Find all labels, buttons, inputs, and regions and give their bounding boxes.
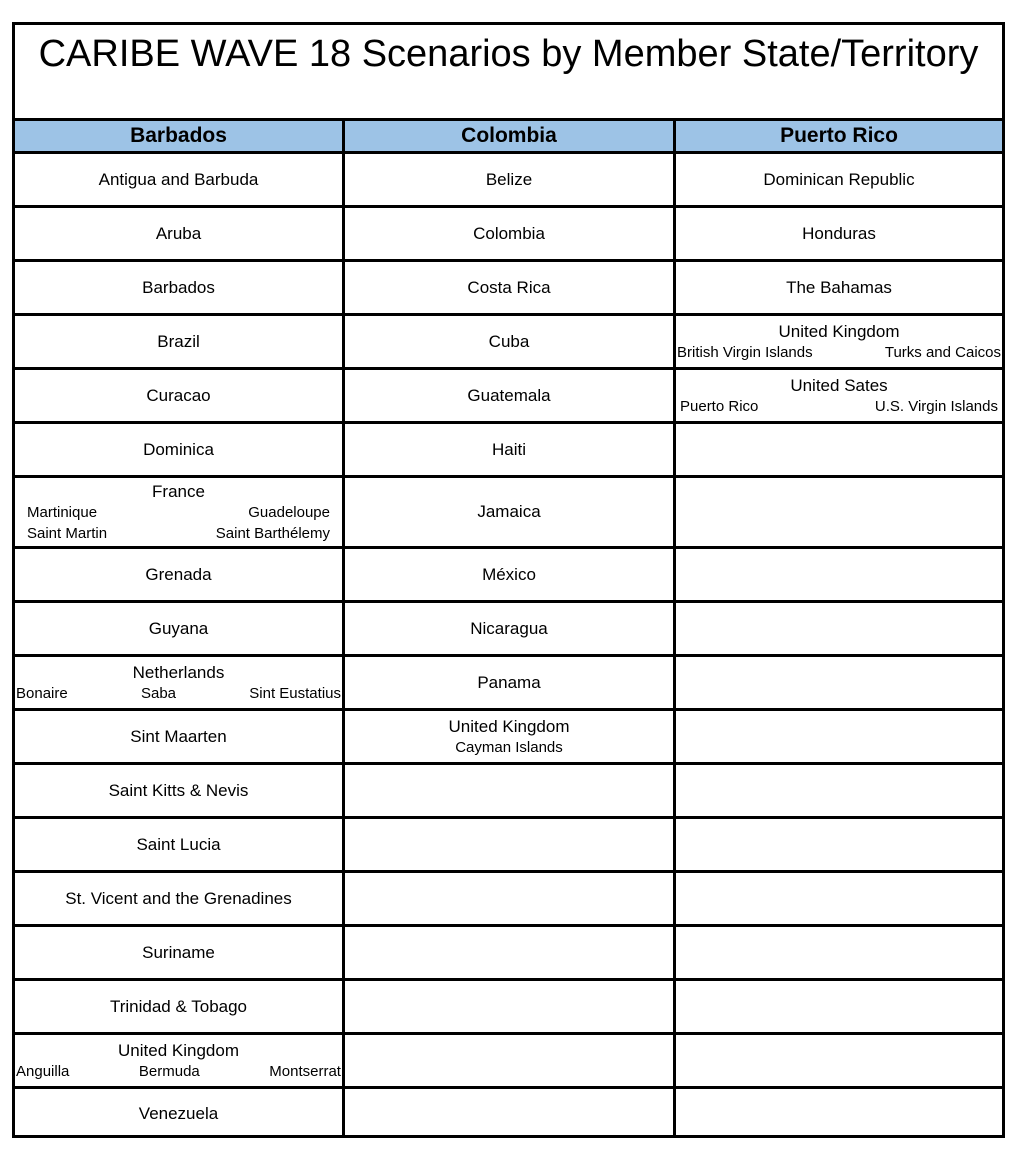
cell-empty [345, 981, 676, 1032]
territory-label: British Virgin Islands [677, 343, 813, 361]
territory-label: Bonaire [16, 684, 68, 702]
cell-empty [676, 1035, 1002, 1086]
table-row [15, 154, 1002, 208]
table-row [15, 873, 1002, 927]
cell-main-label: United Kingdom [778, 321, 900, 341]
cell-sub-labels [680, 396, 998, 417]
cell-empty [345, 765, 676, 816]
cell-empty [676, 981, 1002, 1032]
cell-colombia: Jamaica [345, 478, 676, 546]
cell-sub-labels [345, 737, 673, 758]
cell-france [15, 478, 345, 546]
cell-empty [345, 1035, 676, 1086]
cell-colombia: Colombia [345, 208, 676, 259]
cell-puerto-rico: Honduras [802, 223, 876, 243]
cell-empty [676, 603, 1002, 654]
cell-barbados: Suriname [15, 927, 345, 978]
territory-label: Saint Barthélemy [215, 524, 330, 542]
territory-label: Guadeloupe [248, 503, 330, 521]
table-row [15, 819, 1002, 873]
cell-empty [345, 873, 676, 924]
cell-empty [676, 1089, 1002, 1138]
cell-empty [676, 819, 1002, 870]
cell-sub-labels [16, 683, 341, 704]
table-row [15, 927, 1002, 981]
cell-main-label: United Kingdom [448, 716, 570, 736]
table-row [15, 316, 1002, 370]
territory-label: Saint Martin [27, 524, 108, 542]
cell-sub-labels [16, 1061, 341, 1082]
table-row [15, 1035, 1002, 1089]
cell-main-label: United Sates [790, 375, 888, 395]
cell-barbados: Guyana [15, 603, 345, 654]
cell-sub-labels [27, 523, 330, 544]
cell-united-states [676, 370, 1002, 421]
cell-empty [345, 1089, 676, 1138]
table-row [15, 711, 1002, 765]
cell-barbados: Grenada [15, 549, 345, 600]
header-barbados: Barbados [15, 121, 345, 151]
table-row [15, 424, 1002, 478]
cell-barbados: Venezuela [15, 1089, 345, 1138]
territory-label: Puerto Rico [680, 397, 759, 415]
table-row [15, 603, 1002, 657]
cell-main-label: France [152, 481, 205, 501]
cell-barbados: Curacao [15, 370, 345, 421]
cell-barbados: Trinidad & Tobago [15, 981, 345, 1032]
table-row [15, 208, 1002, 262]
cell-colombia: Belize [345, 154, 676, 205]
table-grid [15, 121, 1002, 1135]
cell-colombia: Haiti [345, 424, 676, 475]
cell-main-label: United Kingdom [118, 1040, 239, 1060]
cell-empty [676, 424, 1002, 475]
cell-united-kingdom-pr [676, 316, 1002, 367]
cell-barbados: Sint Maarten [15, 711, 345, 762]
cell-colombia: Nicaragua [345, 603, 676, 654]
cell-barbados: Saint Lucia [15, 819, 345, 870]
cell-sub-labels [27, 502, 330, 523]
header-row [15, 121, 1002, 154]
cell-empty [676, 927, 1002, 978]
cell-united-kingdom-co [345, 711, 676, 762]
territory-label: U.S. Virgin Islands [874, 397, 998, 415]
cell-barbados: St. Vicent and the Grenadines [15, 873, 345, 924]
territory-label: Saba [140, 684, 177, 702]
cell-barbados: Brazil [15, 316, 345, 367]
cell-empty [676, 765, 1002, 816]
territory-label: Anguilla [16, 1062, 70, 1080]
cell-colombia: Guatemala [345, 370, 676, 421]
cell-barbados: Antigua and Barbuda [15, 154, 345, 205]
table-row [15, 262, 1002, 316]
territory-label: Bermuda [138, 1062, 200, 1080]
cell-colombia: Panama [345, 657, 676, 708]
cell-barbados: Barbados [15, 262, 345, 313]
table-row [15, 657, 1002, 711]
header-puerto-rico: Puerto Rico [676, 121, 1002, 151]
cell-colombia: México [345, 549, 676, 600]
cell-barbados: Saint Kitts & Nevis [15, 765, 345, 816]
cell-colombia: Costa Rica [345, 262, 676, 313]
territory-label: Cayman Islands [455, 738, 563, 756]
cell-empty [676, 549, 1002, 600]
territory-label: Montserrat [269, 1062, 341, 1080]
table-row [15, 370, 1002, 424]
table-row [15, 981, 1002, 1035]
page-title: CARIBE WAVE 18 Scenarios by Member State/Territory [38, 33, 979, 75]
cell-empty [676, 711, 1002, 762]
cell-netherlands [15, 657, 345, 708]
cell-sub-labels [677, 342, 1001, 363]
cell-barbados: Dominica [15, 424, 345, 475]
cell-empty [676, 873, 1002, 924]
territory-label: Martinique [27, 503, 98, 521]
title-box [15, 25, 1002, 121]
table-row [15, 549, 1002, 603]
cell-empty [345, 927, 676, 978]
table-row [15, 765, 1002, 819]
cell-main-label: Netherlands [132, 662, 225, 682]
territory-label: Turks and Caicos [884, 343, 1001, 361]
scenario-table [12, 22, 1005, 1138]
cell-puerto-rico: The Bahamas [786, 277, 892, 297]
table-row [15, 478, 1002, 549]
territory-label: Sint Eustatius [249, 684, 341, 702]
cell-colombia: Cuba [345, 316, 676, 367]
cell-empty [345, 819, 676, 870]
table-row [15, 1089, 1002, 1138]
header-colombia: Colombia [345, 121, 676, 151]
cell-empty [676, 478, 1002, 546]
cell-empty [676, 657, 1002, 708]
cell-united-kingdom-bb [15, 1035, 345, 1086]
cell-puerto-rico: Dominican Republic [763, 169, 915, 189]
cell-barbados: Aruba [15, 208, 345, 259]
